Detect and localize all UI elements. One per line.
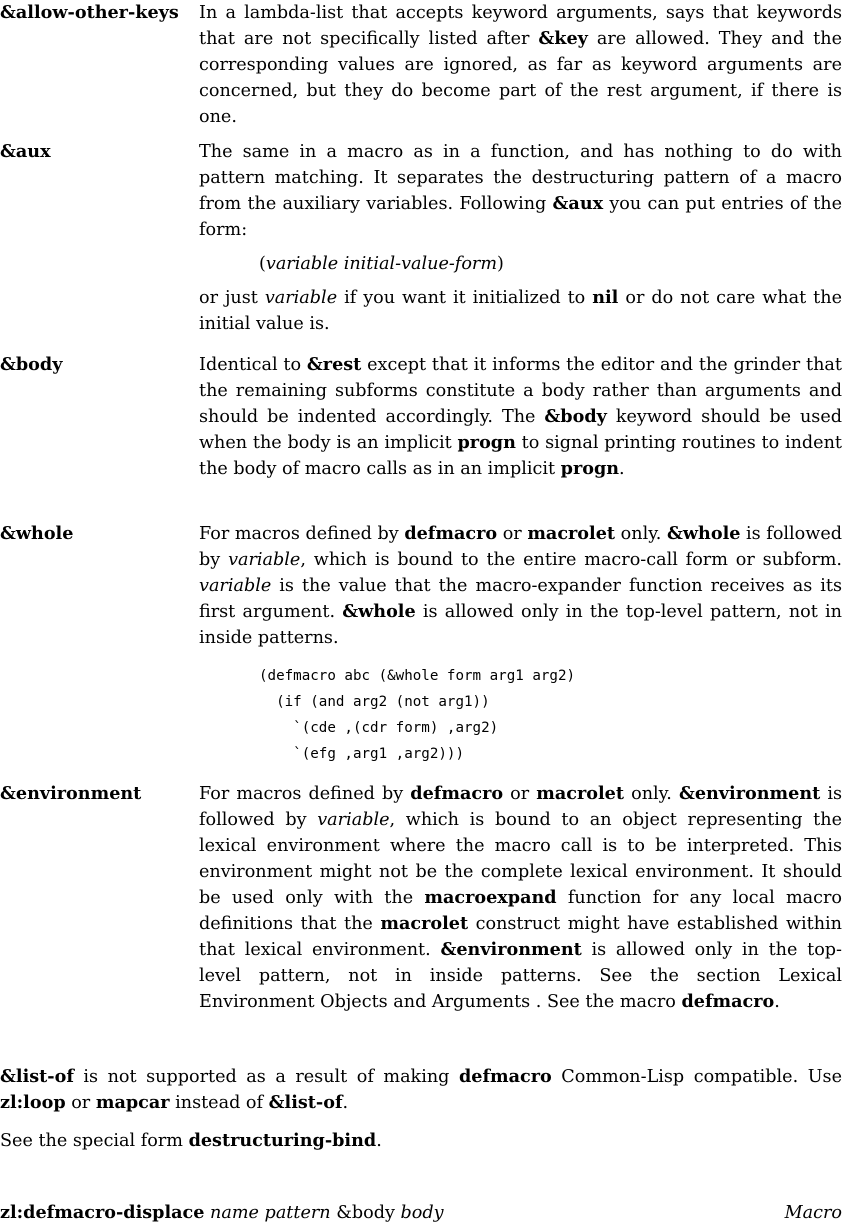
keyword: defmacro — [410, 783, 504, 804]
text-span: function for any local macro definitions that the — [199, 888, 842, 934]
keyword: nil — [592, 287, 619, 308]
keyword: defmacro — [681, 991, 775, 1012]
paren: ( — [259, 254, 266, 274]
see-also-note — [0, 1128, 842, 1154]
keyword: defmacro — [404, 523, 498, 544]
keyword: progn — [457, 432, 516, 453]
text-span: keyword should be used when the body is an implicit — [199, 407, 842, 453]
text-span: , which is bound to an object representing the lexical environment where the macro call is to be interpreted. This environment might not be the complete lexical environment. It should be used only with the — [199, 810, 842, 908]
text-span: In a lambda-list that accepts keyword arguments, says that keywords that are not specifically listed after — [199, 3, 842, 49]
entry-description — [199, 521, 842, 767]
keyword: progn — [560, 458, 620, 479]
entry-description — [199, 352, 842, 482]
entry-term: &whole — [0, 523, 74, 544]
code-line: `(cde ,(cdr form) ,arg2) — [259, 720, 499, 736]
keyword: &list-of — [0, 1066, 74, 1087]
definition-name: zl:defmacro-displace — [0, 1202, 205, 1223]
keyword: macroexpand — [424, 887, 557, 908]
definition-keyword: &body — [336, 1203, 395, 1223]
text-span: Common-Lisp compatible. Use — [551, 1067, 842, 1087]
definition-heading — [0, 1200, 842, 1226]
keyword: &body — [544, 406, 607, 427]
definition-category: Macro — [784, 1203, 842, 1223]
text-span: See the special form — [0, 1131, 189, 1151]
text-span: is followed by — [199, 524, 842, 570]
text-span: only. — [624, 784, 679, 804]
keyword: &aux — [552, 193, 604, 214]
text-span: are allowed. They and the corresponding values are ignored, as far as keyword arguments are concerned, but they do become part of the rest argument, if there is one. — [199, 29, 842, 127]
code-example — [199, 663, 842, 767]
entry-term: &environment — [0, 783, 142, 804]
keyword: macrolet — [527, 523, 616, 544]
text-span: . — [774, 992, 780, 1012]
text-span: Identical to — [199, 355, 307, 375]
keyword: mapcar — [95, 1092, 170, 1113]
text-span: if you want it initialized to — [337, 288, 593, 308]
entry-description — [199, 781, 842, 1015]
text-span: is allowed only in the top-level pattern, not in inside patterns. — [199, 602, 842, 648]
keyword: macrolet — [380, 913, 469, 934]
list-of-note — [0, 1064, 842, 1116]
keyword: &environment — [440, 939, 582, 960]
text-span: is the value that the macro-expander function receives as its first argument. — [199, 576, 842, 622]
keyword: &whole — [342, 601, 416, 622]
keyword: zl:loop — [0, 1092, 66, 1113]
paren: ) — [497, 254, 504, 274]
variable-term: variable — [317, 810, 390, 830]
text-span: instead of — [169, 1093, 269, 1113]
keyword: destructuring-bind — [188, 1130, 377, 1151]
text-span: you can put entries of the form: — [199, 194, 842, 240]
text-span: The same in a macro as in a function, and has nothing to do with pattern matching. It separates the destructuring pattern of a macro from the auxiliary variables. Following — [199, 142, 842, 214]
text-span: For macros defined by — [199, 524, 405, 544]
keyword: &key — [538, 28, 588, 49]
keyword: &rest — [306, 354, 362, 375]
code-line: (defmacro abc (&whole form arg1 arg2) — [259, 668, 576, 684]
text-span: only. — [615, 524, 668, 544]
text-span: to signal printing routines to indent the body of macro calls as in an implicit — [199, 433, 842, 479]
text-span: . — [619, 459, 625, 479]
keyword: &environment — [678, 783, 821, 804]
keyword: macrolet — [536, 783, 625, 804]
variable-term: variable — [264, 288, 338, 308]
text-span: or — [65, 1093, 96, 1113]
text-span: construct might have established within that lexical environment. — [199, 914, 842, 960]
text-span: or — [497, 524, 528, 544]
entry-term: &aux — [0, 141, 51, 162]
variable-term: variable — [228, 550, 301, 570]
text-span: is not supported as a result of making — [73, 1067, 459, 1087]
entry-description — [199, 0, 842, 130]
code-line: (if (and arg2 (not arg1)) — [259, 694, 490, 710]
keyword: &list-of — [268, 1092, 343, 1113]
variable-term: variable — [199, 576, 272, 596]
entry-term: &allow-other-keys — [0, 2, 179, 23]
keyword: defmacro — [458, 1066, 552, 1087]
text-span: or do not care what the initial value is. — [199, 288, 842, 334]
text-span: is followed by — [199, 784, 842, 830]
entry-description — [199, 139, 842, 337]
text-span: For macros defined by — [199, 784, 411, 804]
text-span: or — [503, 784, 537, 804]
text-span: . — [342, 1093, 349, 1113]
text-span: is allowed only in the top-level pattern, not in inside patterns. See the section Lexical Environment Objects and Arguments . See the macro — [199, 940, 842, 1012]
text-span: except that it informs the editor and the grinder that the remaining subforms constitute a body rather than arguments and should be indented accordingly. The — [199, 355, 842, 427]
definition-args: body — [400, 1203, 444, 1223]
text-span: or just — [199, 288, 265, 308]
form-variables: variable initial-value-form — [265, 254, 498, 274]
text-span: . — [376, 1131, 382, 1151]
keyword: &whole — [667, 523, 741, 544]
text-span: , which is bound to the entire macro-call form or subform. — [300, 550, 842, 570]
code-line: `(efg ,arg1 ,arg2))) — [259, 746, 464, 762]
definition-args: name pattern — [210, 1203, 331, 1223]
form-example — [199, 251, 842, 277]
entry-term: &body — [0, 354, 63, 375]
